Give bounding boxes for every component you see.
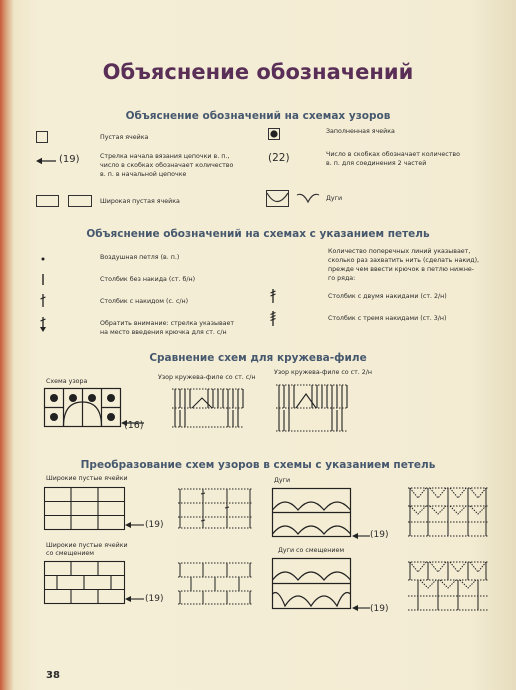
wide-empty-cell-label: Широкая пустая ячейка	[100, 198, 180, 205]
arcs-offset-stitch-diagram	[408, 558, 488, 614]
treble-crochet-label: Столбик с двумя накидами (ст. 2/н)	[328, 293, 447, 300]
filled-cell-label: Заполненная ячейка	[326, 128, 395, 135]
arcs-number: (19)	[370, 530, 389, 540]
wide-cells-offset-number: (19)	[145, 594, 164, 604]
wide-cells-offset-label-2: со смещением	[46, 550, 95, 557]
lines-note-2: сколько раз захватить нить (сделать накид),	[328, 257, 480, 264]
attention-label-2: на место введения крючка для ст. с/н	[100, 329, 227, 336]
start-arrow-desc-2: число в скобках обозначает количество	[100, 162, 234, 169]
filet-arrow-number: (16)	[124, 420, 144, 431]
treble-crochet-icon	[268, 289, 278, 304]
double-treble-crochet-icon	[268, 311, 278, 327]
page-title: Объяснение обозначений	[102, 60, 414, 84]
pattern-dc-diagram	[172, 386, 244, 432]
section-heading-filet: Сравнение схем для кружева-филе	[149, 352, 367, 364]
filled-cell-icon	[268, 128, 280, 140]
lines-note-4: го ряда:	[328, 275, 356, 282]
start-arrow-desc-3: в. п. в начальной цепочке	[100, 171, 187, 178]
lines-note-3: прежде чем ввести крючок в петлю нижне-	[328, 266, 475, 273]
scheme-label: Схема узора	[46, 378, 88, 385]
join-number-desc-2: в. п. для соединения 2 частей	[326, 160, 427, 167]
pattern-tr-label: Узор кружева-филе со ст. 2/н	[274, 369, 373, 376]
wide-cells-label: Широкие пустые ячейки	[46, 475, 128, 482]
double-crochet-icon	[38, 294, 48, 308]
arcs-offset-number: (19)	[370, 604, 389, 614]
section-heading-conversion: Преобразование схем узоров в схемы с указанием петель	[80, 459, 436, 471]
double-crochet-label: Столбик с накидом (с. с/н)	[100, 298, 189, 305]
start-arrow-icon	[36, 157, 56, 165]
wide-cells-stitch-diagram	[178, 486, 252, 530]
lines-note-1: Количество поперечных линий указывает,	[328, 248, 471, 255]
join-number-desc-1: Число в скобках обозначает количество	[326, 151, 460, 158]
wide-empty-cell-icon	[36, 195, 94, 207]
wide-cells-offset-stitch-diagram	[178, 560, 252, 606]
arcs-stitch-diagram	[408, 484, 488, 540]
hook-placement-icon	[38, 317, 48, 332]
pattern-dc-label: Узор кружева-филе со ст. с/н	[158, 374, 256, 381]
empty-cell-label: Пустая ячейка	[100, 134, 149, 141]
join-number: (22)	[268, 152, 290, 164]
page-number: 38	[46, 670, 60, 681]
double-treble-crochet-label: Столбик с тремя накидами (ст. 3/н)	[328, 315, 447, 322]
arcs-offset-label: Дуги со смещением	[278, 547, 345, 554]
chain-label: Воздушная петля (в. п.)	[100, 254, 180, 261]
single-crochet-icon	[40, 274, 46, 286]
wide-cells-number: (19)	[145, 520, 164, 530]
start-arrow-desc-1: Стрелка начала вязания цепочки в. п.,	[100, 153, 230, 160]
arcs-conversion-label: Дуги	[274, 477, 291, 484]
empty-cell-icon	[36, 131, 48, 143]
section-heading-symbols: Объяснение обозначений на схемах узоров	[125, 110, 391, 122]
start-arrow-number: (19)	[59, 154, 80, 165]
attention-label-1: Обратить внимание: стрелка указывает	[100, 320, 235, 327]
wide-cells-offset-label-1: Широкие пустые ячейки	[46, 542, 128, 549]
section-heading-stitches: Объяснение обозначений на схемах с указанием петель	[86, 228, 430, 240]
arcs-icon	[266, 190, 322, 208]
pattern-tr-diagram	[276, 382, 348, 434]
arcs-label: Дуги	[326, 195, 343, 202]
chain-icon	[40, 256, 46, 262]
single-crochet-label: Столбик без накида (ст. б/н)	[100, 276, 196, 283]
